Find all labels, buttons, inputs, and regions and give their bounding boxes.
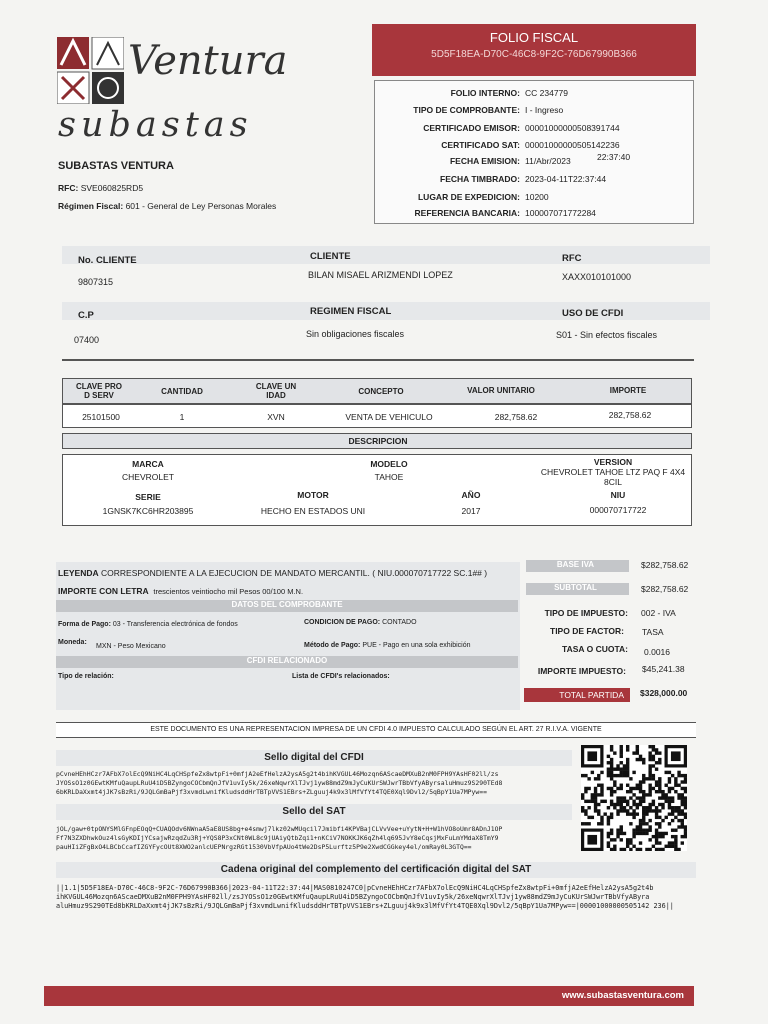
info-key: FECHA EMISION: <box>449 156 520 166</box>
forma-pago-value: 03 - Transferencia electrónica de fondos <box>112 621 238 628</box>
descripcion-box <box>62 454 692 526</box>
info-key: TIPO DE COMPROBANTE: <box>413 105 520 115</box>
client-regimen-label: REGIMEN FISCAL <box>310 306 392 317</box>
anio-label: AÑO <box>461 490 481 500</box>
niu-label: NIU <box>610 490 626 500</box>
info-row <box>375 105 695 119</box>
info-value: 00001000000508391744 <box>525 123 620 133</box>
client-uso-value: S01 - Sin efectos fiscales <box>556 330 658 340</box>
item-row <box>62 404 692 428</box>
issuer-regimen-value: 601 - General de Ley Personas Morales <box>125 201 277 211</box>
info-value: CC 234779 <box>525 88 569 98</box>
tipo-impuesto-value: 002 - IVA <box>641 608 676 618</box>
sello-sat-line: Ff7N3ZXDhwkOuz4lsGyKDIjYCsajwRzqdZu3Rj+YQS8P3xCNt0WL8c9jUAiyQtbZqi1+nKCiV7NOKKJK6qZh4lq695JvY8eCqsjMxFuLmYMdaX8TmY9 <box>56 834 499 842</box>
sello-cfdi-line: 6bKRLDaXxmt4jJK7sBzRi/9JQLGmBaPjf3xvmdLwnifKludsddHrTBTpVVS1EBrs+ZLguuj4k9x3lMfVfYt4TQE0Xql9Dvl2/5qBpY1Ua7MPyw== <box>56 788 487 796</box>
folio-fiscal-value: 5D5F18EA-D70C-46C8-9F2C-76D67990B366 <box>431 49 637 60</box>
tipo-factor-value: TASA <box>642 627 664 637</box>
version-value <box>519 467 707 487</box>
condicion-pago-label: CONDICION DE PAGO: <box>304 619 381 626</box>
client-uso-label: USO DE CFDI <box>562 308 624 319</box>
importe-letra <box>58 586 303 596</box>
subtotal-label: SUBTOTAL <box>526 583 629 595</box>
col-clave-unidad <box>243 382 309 400</box>
version-value-l1: CHEVROLET TAHOE LTZ PAQ F 4X4 <box>540 467 686 477</box>
info-value: 100007071772284 <box>525 208 596 218</box>
info-key: CERTIFICADO EMISOR: <box>423 123 520 133</box>
base-iva-value: $282,758.62 <box>641 560 689 570</box>
invoice-info-box <box>374 80 694 224</box>
version-label: VERSION <box>593 457 633 467</box>
base-iva-label: BASE IVA <box>526 560 629 572</box>
info-row <box>375 192 695 206</box>
motor-label: MOTOR <box>297 490 329 500</box>
client-no-label: No. CLIENTE <box>78 255 137 266</box>
info-key: CERTIFICADO SAT: <box>441 140 520 150</box>
info-value: 10200 <box>525 192 549 202</box>
metodo-pago-value: PUE - Pago en una sola exhibición <box>362 642 471 649</box>
issuer-rfc-value: SVE060825RD5 <box>80 183 144 193</box>
client-cp-value: 07400 <box>74 335 100 345</box>
col-clave-prod-l1: CLAVE PRO <box>75 382 123 391</box>
client-no-value: 9807315 <box>78 277 114 287</box>
client-regimen-value: Sin obligaciones fiscales <box>306 329 405 339</box>
info-key: FECHA TIMBRADO: <box>440 174 520 184</box>
notice-bar <box>56 722 696 738</box>
issuer-rfc <box>58 183 143 193</box>
info-value: 2023-04-11T22:37:44 <box>525 174 607 184</box>
issuer-regimen <box>58 201 276 211</box>
info-time: 22:37:40 <box>597 152 631 162</box>
info-row <box>375 88 695 102</box>
sello-sat-title: Sello del SAT <box>56 804 572 820</box>
col-clave-prod-l2: D SERV <box>84 391 114 400</box>
leyenda <box>58 568 487 578</box>
tipo-factor-label: TIPO DE FACTOR: <box>550 626 624 636</box>
col-clave-unidad-l2: IDAD <box>266 391 286 400</box>
col-concepto: CONCEPTO <box>358 387 404 396</box>
footer-website-link[interactable]: www.subastasventura.com <box>561 990 684 1001</box>
cadena-line: aluHmuz9S290TEd8bKRLDaXxmt4jJK7sBzRi/9JQLGmBaPjf3xvmdLwnifKludsddHrTBTpVVS1EBrs+ZLguuj4k9x3lMfVfYt4TQE0Xql9Dvl2/5qBpY1Ua7MPyw==|00001000000505142 236|| <box>56 902 674 910</box>
serie-value: 1GNSK7KC6HR203895 <box>102 506 194 516</box>
info-value: 11/Abr/2023 <box>525 156 571 166</box>
leyenda-label: LEYENDA <box>58 568 99 578</box>
client-band-1 <box>62 246 710 264</box>
sello-sat-line: jOL/gaw+0tpONYSMlGFnpEOqQ+CUAQOdv6NWnaA5aE8US8bg+e4smwj7lkz02wMUqcil7Jmibfi4KPVBajCLVvVee+uYytN+H+W1hVO8oUmr8ADnJ1OP <box>56 825 503 833</box>
marca-label: MARCA <box>132 459 164 469</box>
tasa-cuota-label: TASA O CUOTA: <box>562 644 628 654</box>
item-importe: 282,758.62 <box>608 410 652 420</box>
col-valor-unitario: VALOR UNITARIO <box>467 386 535 395</box>
importe-letra-label: IMPORTE CON LETRA <box>58 586 149 596</box>
company-logo <box>57 37 124 104</box>
tasa-cuota-value: 0.0016 <box>644 647 670 657</box>
sello-cfdi-title: Sello digital del CFDI <box>56 750 572 766</box>
total-partida-label: TOTAL PARTIDA <box>524 688 630 702</box>
lista-cfdi-label: Lista de CFDI's relacionados: <box>292 673 390 680</box>
anio-value: 2017 <box>461 506 481 516</box>
qr-code <box>581 745 687 851</box>
forma-pago-label: Forma de Pago: <box>58 621 111 628</box>
moneda-value: MXN - Peso Mexicano <box>96 643 166 650</box>
modelo-value: TAHOE <box>374 472 404 482</box>
descripcion-title: DESCRIPCION <box>348 436 408 446</box>
total-partida-value: $328,000.00 <box>640 688 688 698</box>
col-importe: IMPORTE <box>609 386 647 395</box>
condicion-pago-value: CONTADO <box>382 619 417 626</box>
col-cantidad: CANTIDAD <box>161 387 203 396</box>
client-cp-label: C.P <box>78 310 94 321</box>
item-clave-unidad: XVN <box>267 412 285 422</box>
notice-text: ESTE DOCUMENTO ES UNA REPRESENTACION IMPRESA DE UN CFDI 4.0 IMPUESTO CALCULADO SEGÚN EL ART. 27 R.I.V.A. VIGENTE <box>150 726 602 733</box>
sello-sat-text <box>56 825 570 852</box>
cadena-line: ihKVGUL46Mozqn6AScaeDMXuB2nM0FPH9YAsHF02ll/zsJYOSsO1z0GEwtKMfuQaupLRuU4iD5BZyngoCOCbmQnJfV1uvIy5k/26xeNqwrXlTJvj1yw88mdZ9mJyCuKUrSWJwrTBbVfyAByra <box>56 893 650 901</box>
item-valor: 282,758.62 <box>494 412 538 422</box>
info-row <box>375 208 695 222</box>
sello-cfdi-text <box>56 770 570 797</box>
version-value-l2: 8CIL <box>604 477 622 487</box>
niu-value: 000070717722 <box>589 505 647 515</box>
leyenda-text: CORRESPONDIENTE A LA EJECUCION DE MANDATO MERCANTIL. ( NIU.000070717722 SC.1## ) <box>101 568 488 578</box>
modelo-label: MODELO <box>370 459 408 469</box>
issuer-regimen-label: Régimen Fiscal: <box>58 201 124 211</box>
forma-pago <box>58 621 238 628</box>
item-clave-prod: 25101500 <box>82 412 120 422</box>
item-concepto: VENTA DE VEHICULO <box>345 412 433 422</box>
datos-comprobante-bar: DATOS DEL COMPROBANTE <box>56 600 518 612</box>
client-rfc-value: XAXX010101000 <box>562 272 632 282</box>
tipo-impuesto-label: TIPO DE IMPUESTO: <box>544 608 628 618</box>
issuer-name: SUBASTAS VENTURA <box>58 160 174 172</box>
cadena-title: Cadena original del complemento del certificación digital del SAT <box>56 862 696 878</box>
footer-bar <box>44 986 694 1006</box>
info-row <box>375 140 695 154</box>
importe-impuesto-label: IMPORTE IMPUESTO: <box>537 666 626 676</box>
info-key: REFERENCIA BANCARIA: <box>414 208 520 218</box>
info-row <box>375 152 695 170</box>
sello-sat-line: pauHIiZFgBxO4LBCbCcafIZGYFycOUt8XWO2anlcUEPNrgzRGt1530VbVfpAUo4tWe2DsP5Lurftz5P9e2XwdCGGkey4el/omRay0L3GTQ== <box>56 843 472 851</box>
tipo-relacion-label: Tipo de relación: <box>58 673 114 680</box>
sello-cfdi-line: pCvneHEhHCzr7AFbX7olEcQ9NiHC4LqCHSpfeZx8wtpFi+0mfjA2eEfHelzA2ysA5g2t4bihKVGUL46Mozqn6AScaeDMXuB2nM0FPH9YAsHF02ll/zs <box>56 770 499 778</box>
col-clave-unidad-l1: CLAVE UN <box>255 382 297 391</box>
condicion-pago <box>304 619 417 626</box>
descripcion-header <box>62 433 692 449</box>
issuer-rfc-label: RFC: <box>58 183 79 193</box>
moneda-label: Moneda: <box>58 639 87 646</box>
info-key: LUGAR DE EXPEDICION: <box>417 192 520 202</box>
folio-fiscal-title: FOLIO FISCAL <box>489 30 579 45</box>
brand-word-subastas: subastas <box>58 105 253 145</box>
brand-word-ventura: Ventura <box>128 38 288 84</box>
info-row <box>375 174 695 188</box>
cfdi-relacionado-bar: CFDI RELACIONADO <box>56 656 518 668</box>
cadena-text <box>56 884 696 911</box>
importe-letra-text: trescientos veintiocho mil Pesos 00/100 M.N. <box>153 587 304 596</box>
sello-cfdi-line: JYOSsO1z0GEwtKMfuQaupLRuU4iD5BZyngoCOCbmQnJfV1uvIy5k/26xeNqwrXlTJvj1yw88mdZ9mJyCuKUrSWJwrTBbVfyAByrsaluHmuz9S290TEd8 <box>56 779 503 787</box>
metodo-pago <box>304 642 471 649</box>
client-name-label: CLIENTE <box>310 251 351 262</box>
items-header <box>62 378 692 404</box>
motor-value: HECHO EN ESTADOS UNI <box>260 506 366 516</box>
folio-fiscal-banner <box>372 24 696 76</box>
divider <box>62 359 694 361</box>
col-clave-prod <box>63 382 135 400</box>
subtotal-value: $282,758.62 <box>641 584 689 594</box>
metodo-pago-label: Método de Pago: <box>304 642 361 649</box>
info-value: I - Ingreso <box>525 105 564 115</box>
importe-impuesto-value: $45,241.38 <box>642 664 685 674</box>
info-key: FOLIO INTERNO: <box>450 88 520 98</box>
comprobante-panel <box>56 562 520 710</box>
info-value: 00001000000505142236 <box>525 140 620 150</box>
item-cantidad: 1 <box>179 412 185 422</box>
cadena-line: ||1.1|5D5F18EA-D70C-46C8-9F2C-76D67990B366|2023-04-11T22:37:44|MAS0810247C0|pCvneHEhHCzr7AFbX7olEcQ9NiHC4LqCHSpfeZx8wtpFi+0mfjA2eEfHelzA2ysA5g2t4b <box>56 884 654 892</box>
client-name-value: BILAN MISAEL ARIZMENDI LOPEZ <box>308 270 453 280</box>
info-row <box>375 123 695 137</box>
marca-value: CHEVROLET <box>122 472 174 482</box>
serie-label: SERIE <box>135 492 161 502</box>
client-rfc-label: RFC <box>562 253 582 264</box>
